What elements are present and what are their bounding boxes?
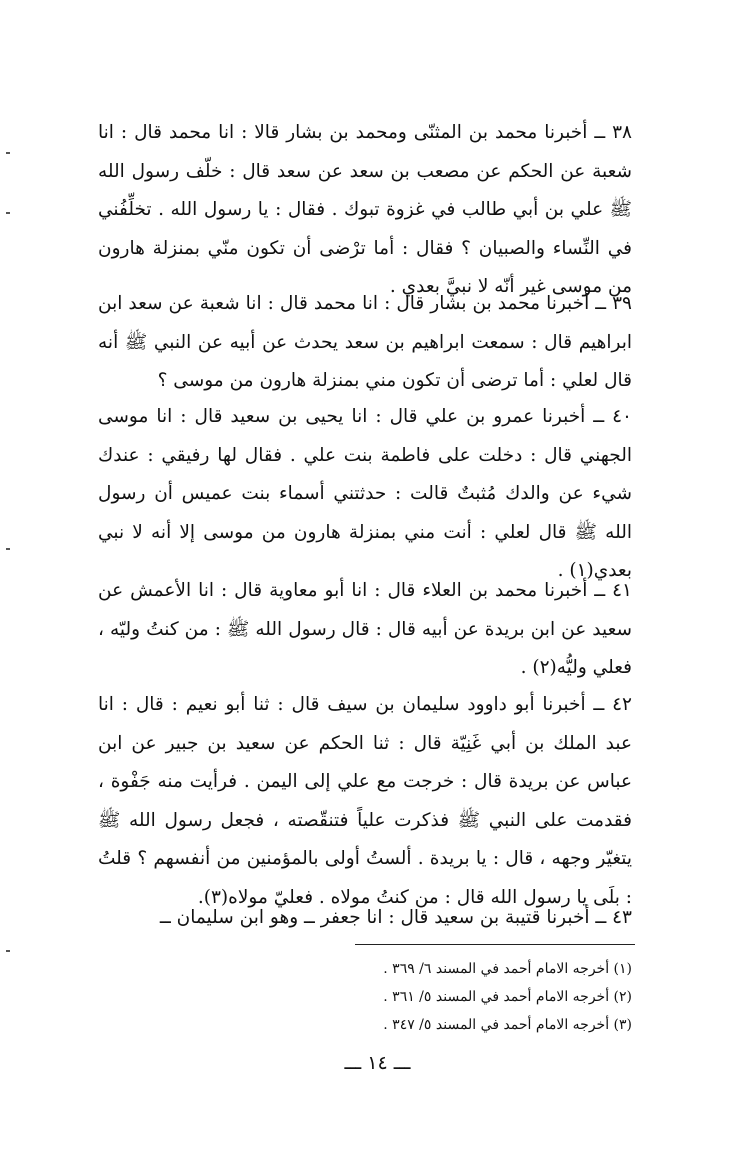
footnote-divider: [355, 944, 635, 945]
hadith-38-text: ٣٨ ــ أخبرنا محمد بن المثنّى ومحمد بن بشار قالا : انا محمد قال : انا شعبة عن الحكم عن مصعب بن سعد عن سعد قال : خلّف رسول الله ﷺ علي بن أبي طالب في غزوة تبوك . فقال : يا رسول الله . تخلِّفُني في النِّساء والصبيان ؟ فقال : أما ترْضى أن تكون منّي بمنزلة هارون من موسى غير أنّه لا نبيَّ بعدي .: [98, 122, 632, 297]
hadith-43: [98, 899, 632, 938]
hadith-41: [98, 572, 632, 688]
footnote-3: (٣) أخرجه الامام أحمد في المسند ٥/ ٣٤٧ .: [383, 1017, 632, 1033]
footnote-2: (٢) أخرجه الامام أحمد في المسند ٥/ ٣٦١ .: [383, 989, 632, 1005]
scan-mark: [6, 152, 10, 154]
hadith-43-text: ٤٣ ــ أخبرنا قتيبة بن سعيد قال : انا جعفر ــ وهو ابن سليمان ــ: [159, 907, 632, 928]
hadith-39-text: ٣٩ ــ أخبرنا محمد بن بشار قال : انا محمد قال : انا شعبة عن سعد ابن ابراهيم قال : سمعت ابراهيم بن سعد يحدث عن أبيه عن النبي ﷺ أنه قال لعلي : أما ترضى أن تكون مني بمنزلة هارون من موسى ؟: [98, 293, 632, 391]
page-number: ـــ ١٤ ـــ: [344, 1052, 411, 1074]
hadith-41-text: ٤١ ــ أخبرنا محمد بن العلاء قال : انا أبو معاوية قال : انا الأعمش عن سعيد عن ابن بريدة عن أبيه قال : قال رسول الله ﷺ : من كنتُ وليّه ، فعلي وليُّه(٢) .: [98, 580, 632, 678]
footnote-1: (١) أخرجه الامام أحمد في المسند ٦/ ٣٦٩ .: [383, 961, 632, 977]
footnotes: [330, 955, 632, 1039]
scan-mark: [6, 548, 10, 550]
hadith-42-text: ٤٢ ــ أخبرنا أبو داوود سليمان بن سيف قال : ثنا أبو نعيم : قال : انا عبد الملك بن أبي غَنِيّة قال : ثنا الحكم عن سعيد بن جبير عن ابن عباس عن بريدة قال : خرجت مع علي إلى اليمن . فرأيت منه جَفْوة ، فقدمت على النبي ﷺ فذكرت علياً فتنقّصته ، فجعل رسول الله ﷺ يتغيّر وجهه ، قال : يا بريدة . ألستُ أولى بالمؤمنين من أنفسهم ؟ قلتُ : بلَى يا رسول الله قال : من كنتُ مولاه . فعليّ مولاه(٣).: [98, 694, 632, 908]
hadith-39: [98, 285, 632, 401]
hadith-40: [98, 398, 632, 591]
hadith-40-text: ٤٠ ــ أخبرنا عمرو بن علي قال : انا يحيى بن سعيد قال : انا موسى الجهني قال : دخلت على فاطمة بنت علي . فقال لها رفيقي : عندك شيء عن والدك مُثبتٌ قالت : حدثتني أسماء بنت عميس أن رسول الله ﷺ قال لعلي : أنت مني بمنزلة هارون من موسى إلا أنه لا نبي بعدي(١) .: [98, 406, 632, 581]
scan-mark: [6, 212, 10, 214]
hadith-38: [98, 114, 632, 307]
hadith-42: [98, 686, 632, 917]
scan-mark: [6, 950, 10, 952]
